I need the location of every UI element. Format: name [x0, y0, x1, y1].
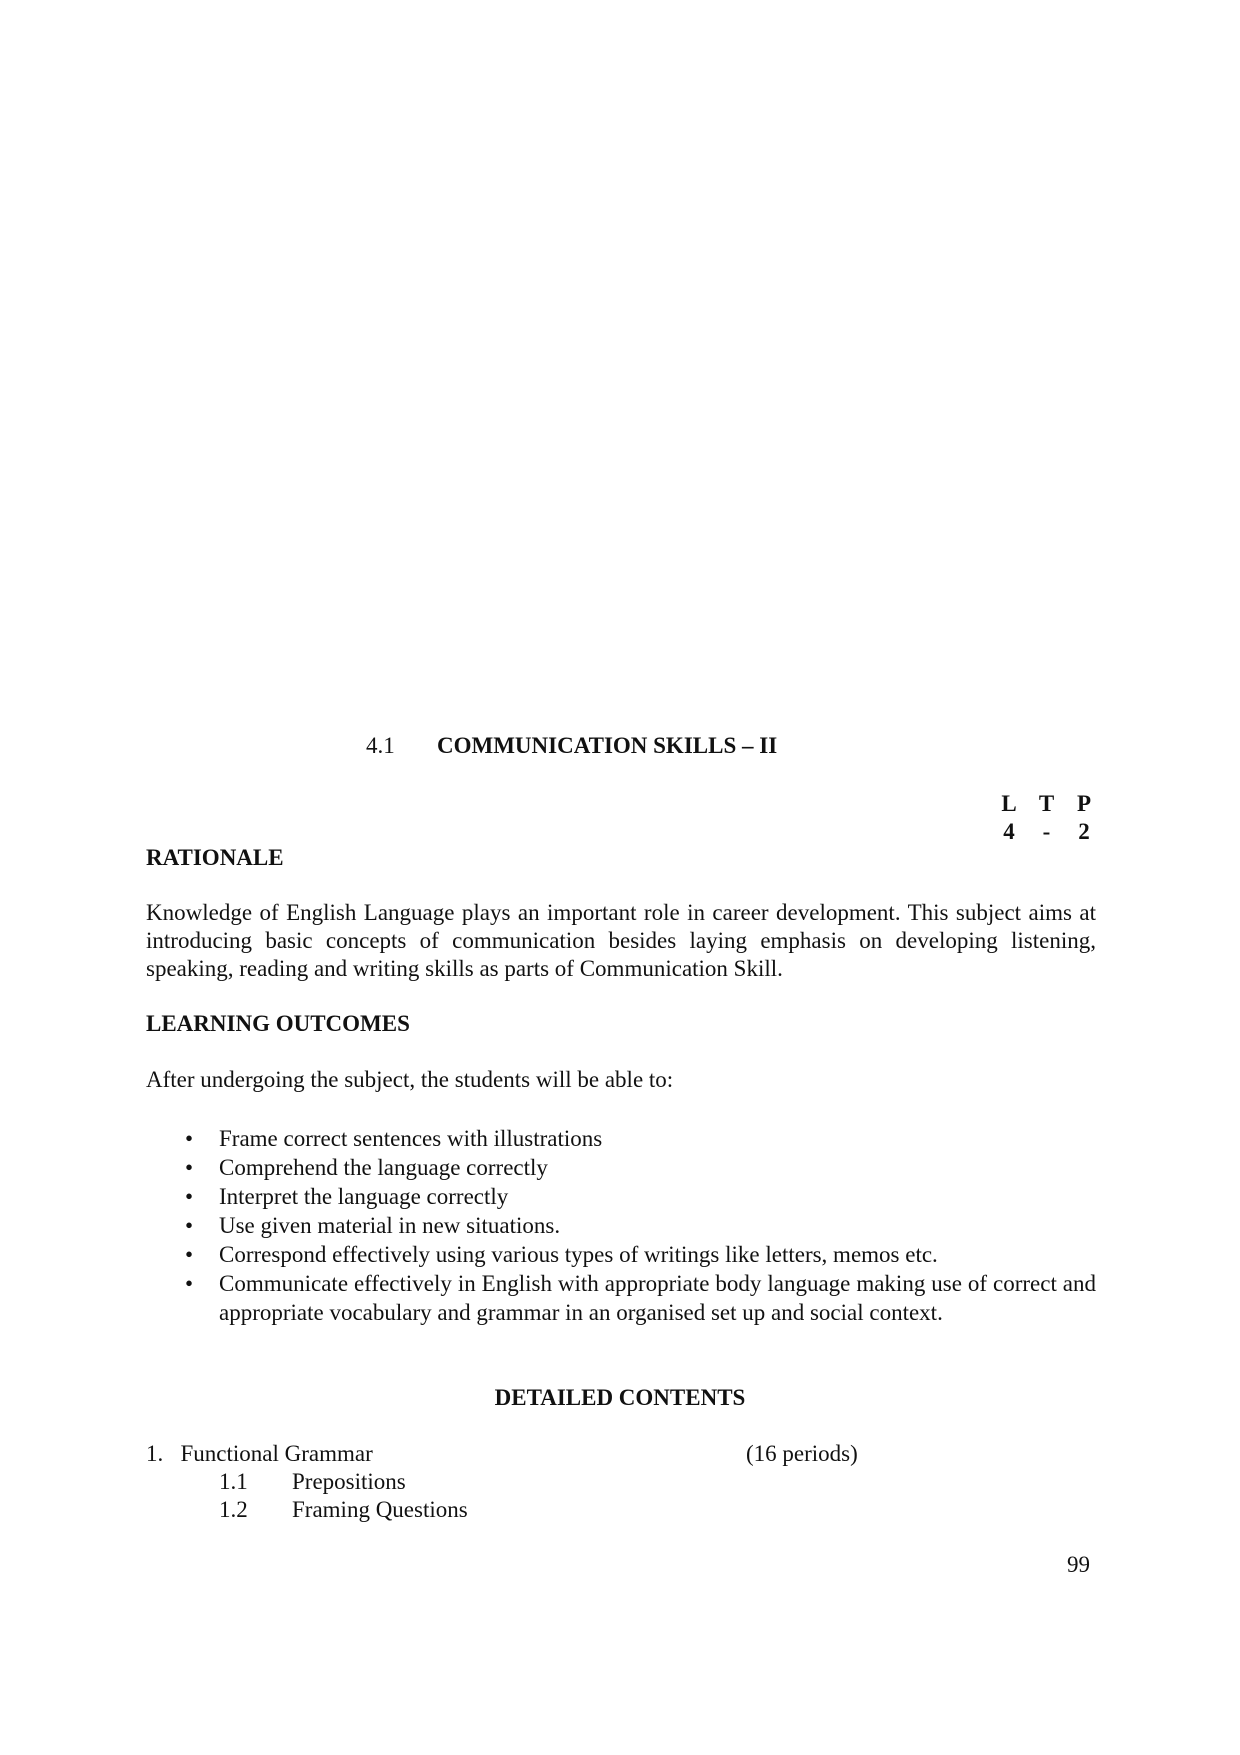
bullet-icon: •: [185, 1242, 194, 1267]
bullet-icon: •: [185, 1213, 194, 1238]
subtopic-number: 1.1: [219, 1469, 248, 1494]
bullet-icon: •: [185, 1126, 194, 1151]
list-item-text: Frame correct sentences with illustrations: [219, 1126, 603, 1151]
learning-outcomes-heading: LEARNING OUTCOMES: [146, 1011, 410, 1036]
ltp-value-row: [995, 818, 1098, 846]
ltp-value-p: 2: [1078, 819, 1090, 844]
rationale-heading: RATIONALE: [146, 845, 284, 870]
learning-outcomes-list: [146, 1124, 1096, 1327]
rationale-paragraph: Knowledge of English Language plays an important role in career development. This subject aims at introducing basic concepts of communication besides laying emphasis on developing listening, speaking, reading and writing skills as parts of Communication Skill.: [146, 900, 1096, 981]
list-item: [146, 1240, 1096, 1269]
ltp-table: [995, 790, 1098, 846]
list-item: [146, 1182, 1096, 1211]
bullet-icon: •: [185, 1184, 194, 1209]
ltp-header-p: P: [1076, 791, 1092, 816]
list-item: [146, 1269, 1096, 1327]
ltp-header-row: [995, 790, 1098, 818]
subtopic-text: Prepositions: [292, 1469, 406, 1494]
ltp-value-t: -: [1042, 819, 1051, 844]
list-item-text: Use given material in new situations.: [219, 1213, 561, 1238]
section-number: 4.1: [366, 733, 395, 758]
ltp-header-t: T: [1038, 791, 1055, 816]
list-item-text: Interpret the language correctly: [219, 1184, 509, 1209]
list-item: [146, 1124, 1096, 1153]
unit-title: 1. Functional Grammar: [146, 1441, 373, 1466]
page-number: 99: [1067, 1552, 1090, 1577]
unit-periods: (16 periods): [746, 1441, 858, 1466]
list-item-text: Correspond effectively using various types of writings like letters, memos etc.: [219, 1242, 938, 1267]
list-item-text: Communicate effectively in English with appropriate body language making use of correct and appropriate vocabulary and grammar in an organised set up and social context.: [219, 1271, 1096, 1325]
ltp-header-l: L: [1001, 791, 1017, 816]
list-item-text: Comprehend the language correctly: [219, 1155, 548, 1180]
bullet-icon: •: [185, 1155, 194, 1180]
ltp-value-l: 4: [1003, 819, 1015, 844]
detailed-contents-heading: DETAILED CONTENTS: [494, 1385, 746, 1410]
bullet-icon: •: [185, 1271, 194, 1296]
subtopic-number: 1.2: [219, 1497, 248, 1522]
list-item: [146, 1153, 1096, 1182]
subtopic-text: Framing Questions: [292, 1497, 468, 1522]
list-item: [146, 1211, 1096, 1240]
section-title: COMMUNICATION SKILLS – II: [437, 733, 778, 758]
learning-outcomes-intro: After undergoing the subject, the students will be able to:: [146, 1067, 674, 1092]
